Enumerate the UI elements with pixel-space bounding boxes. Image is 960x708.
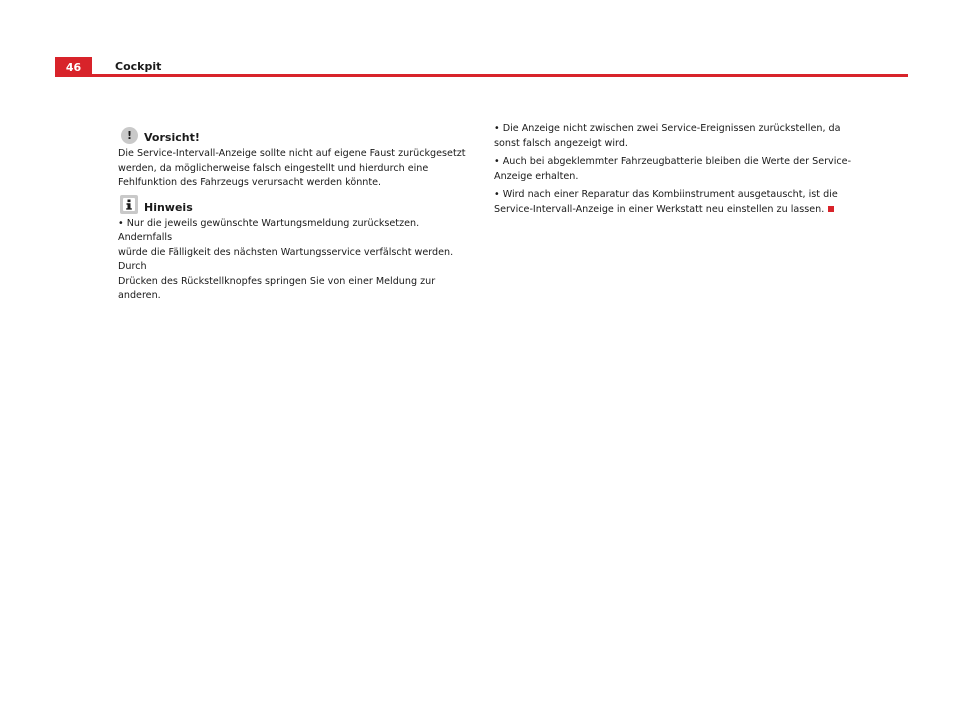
caution-title: Vorsicht! — [144, 131, 200, 144]
header-rule — [92, 74, 908, 77]
info-icon — [120, 195, 138, 214]
bullet-line: Service-Intervall-Anzeige in einer Werkstatt neu einstellen zu lassen. — [494, 203, 825, 215]
note-box — [118, 196, 473, 304]
left-column — [118, 126, 473, 309]
caution-text — [118, 147, 473, 191]
caution-line: Fehlfunktion des Fahrzeugs verursacht werden könnte. — [118, 177, 382, 188]
note-line: • Nur die jeweils gewünschte Wartungsmeldung zurücksetzen. Andernfalls — [118, 217, 420, 243]
caution-box — [118, 126, 473, 191]
bullet-line: • Auch bei abgeklemmter Fahrzeugbatterie bleiben die Werte der Service- — [494, 156, 852, 167]
bullet-item — [494, 122, 854, 151]
bullet-line: • Die Anzeige nicht zwischen zwei Service-Ereignissen zurückstellen, da — [494, 123, 841, 134]
right-column — [494, 122, 854, 221]
bullet-line-last — [494, 203, 854, 218]
caution-line: werden, da möglicherweise falsch eingestellt und hierdurch eine — [118, 162, 429, 174]
section-title: Cockpit — [115, 60, 162, 73]
bullet-line: • Wird nach einer Reparatur das Kombiinstrument ausgetauscht, ist die — [494, 189, 838, 200]
caution-line: Die Service-Intervall-Anzeige sollte nicht auf eigene Faust zurückgesetzt — [118, 148, 466, 159]
bullet-line: Anzeige erhalten. — [494, 170, 579, 182]
caution-heading — [118, 126, 473, 144]
page-number: 46 — [55, 57, 92, 77]
bullet-item — [494, 155, 854, 184]
page-header — [55, 57, 908, 77]
bullet-item — [494, 188, 854, 217]
note-heading — [118, 196, 473, 214]
end-of-section-square-icon — [828, 206, 834, 212]
exclamation-icon: ! — [121, 127, 138, 144]
bullet-line: sonst falsch angezeigt wird. — [494, 137, 628, 149]
note-title: Hinweis — [144, 200, 193, 214]
note-line: Drücken des Rückstellknopfes springen Sie von einer Meldung zur anderen. — [118, 275, 436, 301]
note-line: würde die Fälligkeit des nächsten Wartungsservice verfälscht werden. Durch — [118, 246, 454, 272]
note-text — [118, 217, 473, 304]
